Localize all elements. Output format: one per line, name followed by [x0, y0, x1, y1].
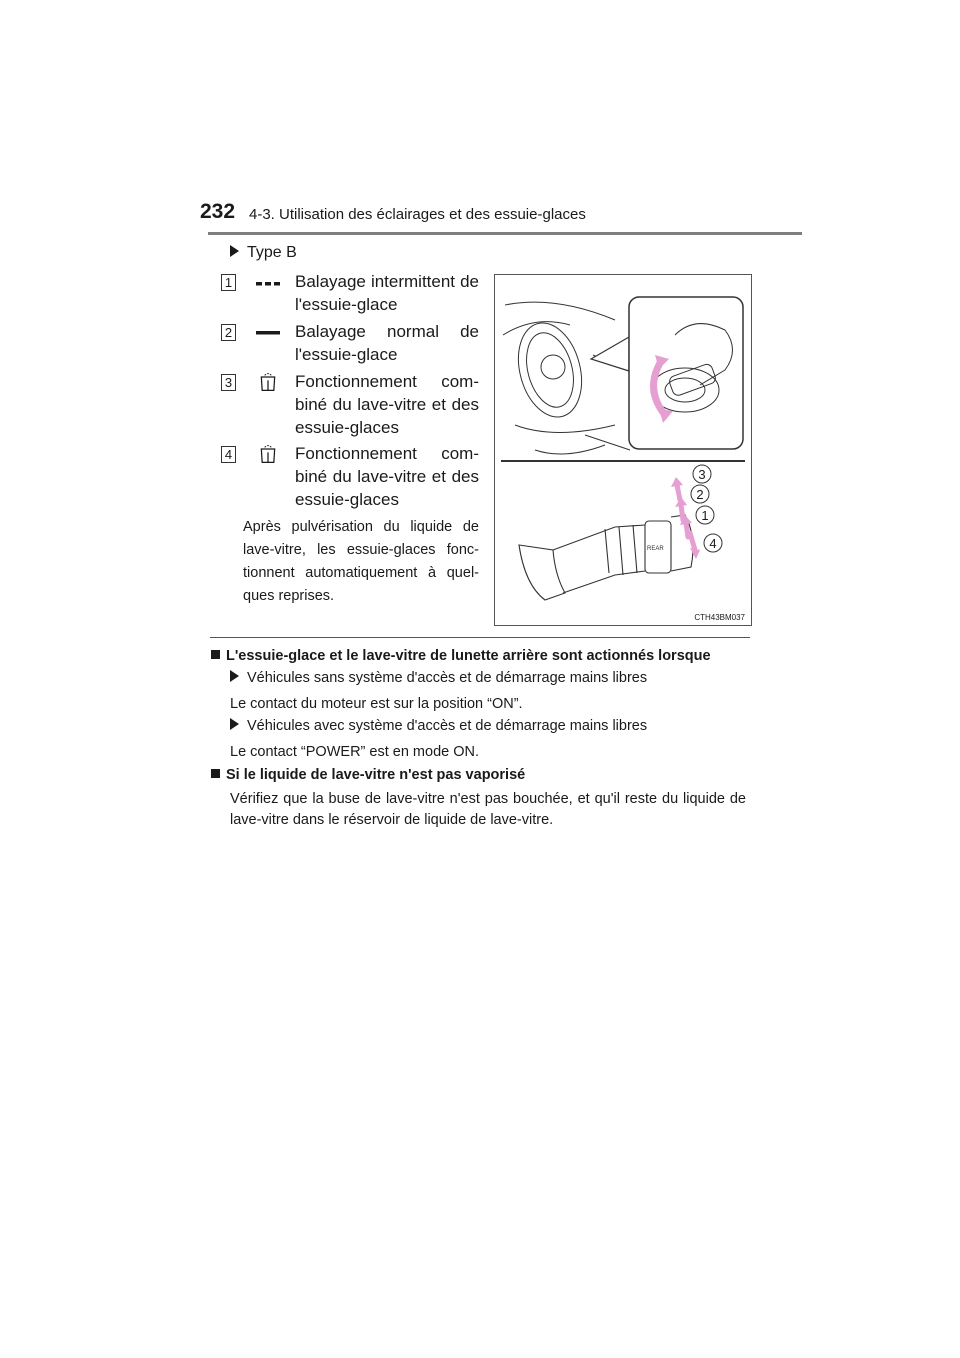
triangle-bullet-icon [230, 670, 239, 682]
item-text-1: Balayage intermittent de l'essuie-glace [295, 272, 479, 314]
intermittent-wipe-icon [253, 274, 283, 294]
item-number-3: 3 [221, 374, 236, 391]
normal-wipe-icon [253, 323, 283, 343]
figure-label-3: 3 [698, 467, 706, 482]
triangle-bullet-icon [230, 718, 239, 730]
washer-icon [253, 444, 283, 464]
square-bullet-icon [211, 769, 220, 778]
section-2-text: Vérifiez que la buse de lave-vitre n'est pas bouchée, et qu'il reste du liquide de lave-vitre dans le réservoir de liquide de lave-vitre. [230, 791, 746, 828]
square-bullet-icon [211, 650, 220, 659]
section-heading-1: L'essuie-glace et le lave-vitre de lunette arrière sont actionnés lorsque [211, 648, 711, 664]
section-divider [210, 637, 750, 638]
item-number-1: 1 [221, 274, 236, 291]
condition-2: Véhicules avec système d'accès et de démarrage mains libres [230, 718, 647, 734]
page-number: 232 [200, 200, 236, 223]
figure-label-1: 1 [701, 508, 709, 523]
triangle-bullet-icon [230, 245, 239, 257]
figure-label-2: 2 [696, 487, 704, 502]
type-label [230, 244, 297, 262]
header-rule [208, 232, 802, 235]
rear-switch-label: REAR [647, 546, 664, 552]
item-number-4: 4 [221, 446, 236, 463]
item-text-2: Balayage normal de l'essuie-glace [295, 322, 479, 364]
section-title: 4-3. Utilisation des éclairages et des essuie-glaces [249, 206, 586, 223]
condition-2-text: Le contact “POWER” est en mode ON. [230, 744, 480, 760]
wiper-switch-figure [494, 274, 752, 626]
item-text-3: Fonctionnement com-biné du lave-vitre et des essuie-glaces [295, 372, 479, 437]
condition-1-text: Le contact du moteur est sur la position “ON”. [230, 696, 523, 712]
item-text-4: Fonctionnement com-biné du lave-vitre et des essuie-glaces [295, 444, 479, 509]
figure-label-4: 4 [709, 536, 717, 551]
figure-code: CTH43BM037 [694, 613, 745, 622]
item-number-2: 2 [221, 324, 236, 341]
note-text: Après pulvérisation du liquide de lave-vitre, les essuie-glaces fonc-tionnent automatiquement à quel-ques reprises. [243, 519, 479, 604]
wiper-switch-illustration [495, 275, 751, 625]
condition-1: Véhicules sans système d'accès et de démarrage mains libres [230, 670, 647, 686]
type-label-text: Type B [247, 244, 297, 261]
washer-icon [253, 372, 283, 392]
section-heading-2: Si le liquide de lave-vitre n'est pas vaporisé [211, 767, 525, 783]
